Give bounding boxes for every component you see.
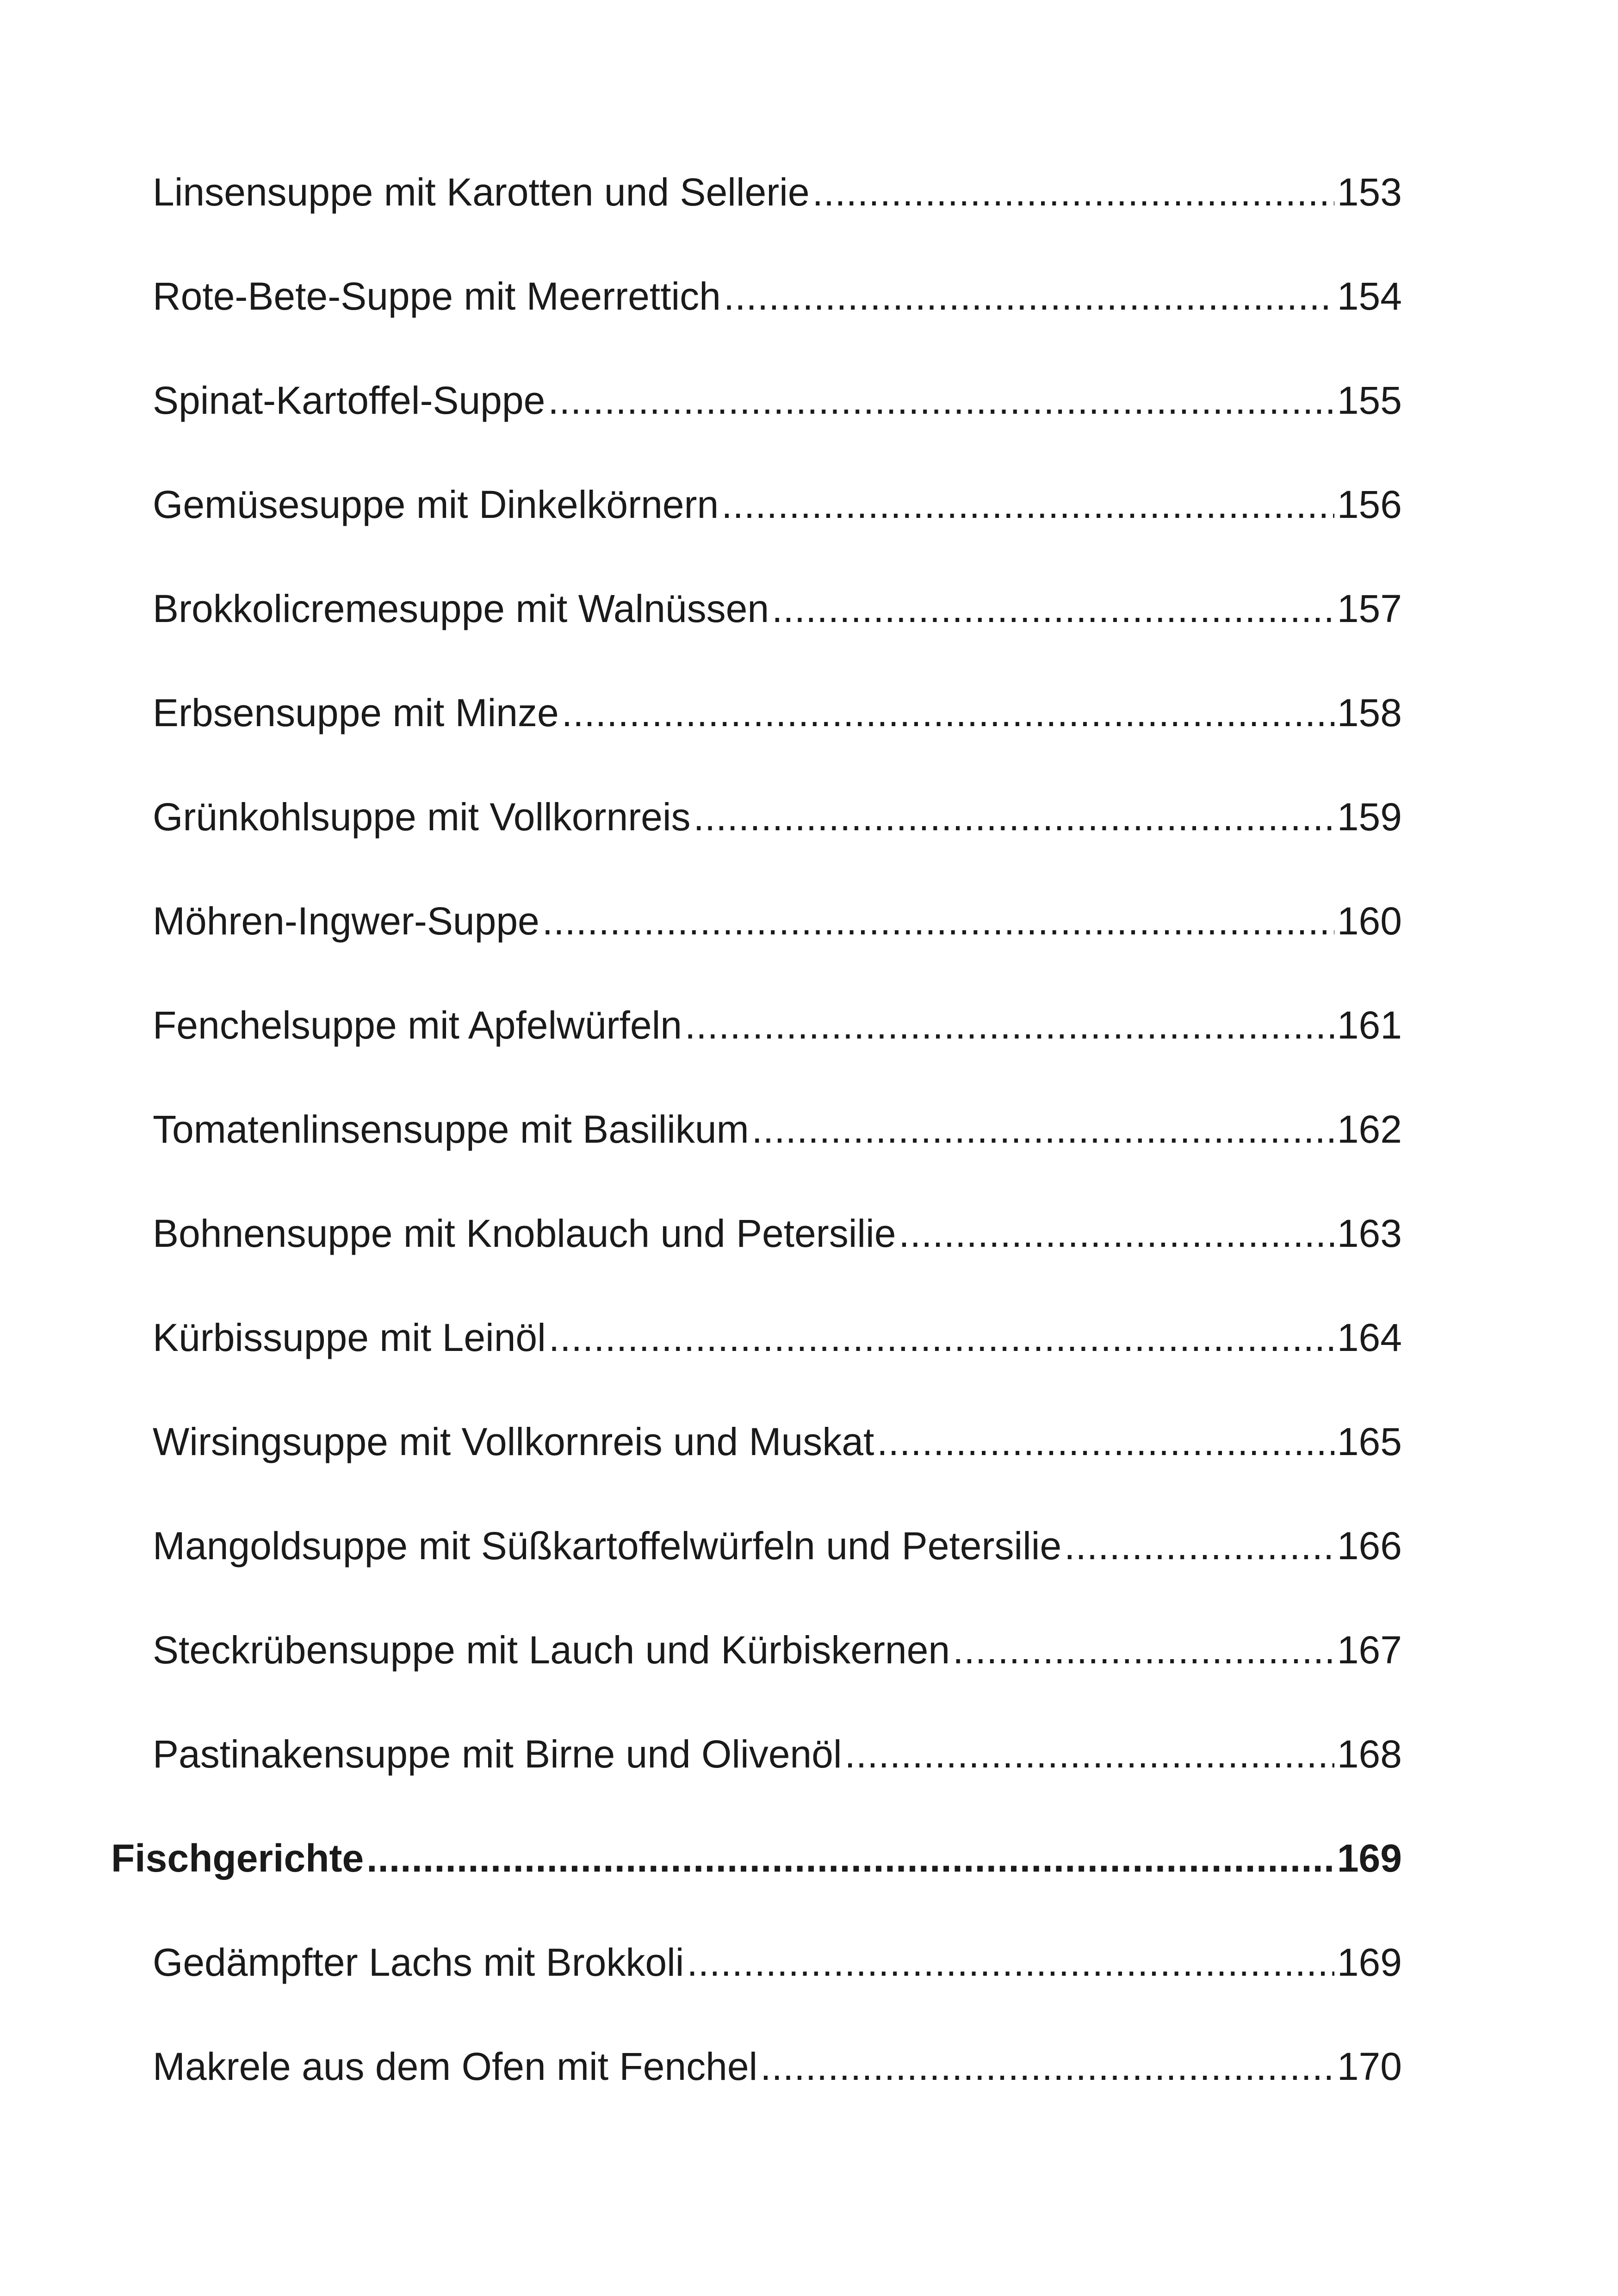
dot-leader [548, 373, 1334, 428]
toc-section-heading[interactable] [111, 1830, 1402, 1886]
dot-leader [1064, 1518, 1334, 1574]
toc-entry[interactable] [153, 1414, 1402, 1469]
toc-entry-page: 166 [1337, 1524, 1402, 1568]
toc-entry[interactable] [153, 373, 1402, 428]
dot-leader [752, 1101, 1334, 1157]
toc-entry[interactable] [153, 164, 1402, 220]
toc-entry-title: Tomatenlinsensuppe mit Basilikum [153, 1108, 749, 1151]
toc-entry-title: Makrele aus dem Ofen mit Fenchel [153, 2045, 758, 2088]
toc-entry-page: 168 [1337, 1732, 1402, 1776]
dot-leader [724, 268, 1334, 324]
toc-entry-page: 169 [1337, 1941, 1402, 1984]
dot-leader [877, 1414, 1334, 1469]
dot-leader [687, 1935, 1334, 1990]
toc-entry-title: Bohnensuppe mit Knoblauch und Petersilie [153, 1212, 896, 1255]
toc-entry-page: 162 [1337, 1108, 1402, 1151]
dot-leader [542, 893, 1334, 949]
toc-entry-title: Rote-Bete-Suppe mit Meerrettich [153, 274, 721, 318]
toc-entry-title: Steckrübensuppe mit Lauch und Kürbiskernen [153, 1628, 950, 1672]
toc-entry-title: Kürbissuppe mit Leinöl [153, 1316, 546, 1359]
toc-entry-title: Linsensuppe mit Karotten und Sellerie [153, 170, 810, 214]
dot-leader [685, 997, 1334, 1053]
dot-leader [760, 2039, 1334, 2094]
table-of-contents [111, 0, 1402, 2296]
toc-entry-title: Möhren-Ingwer-Suppe [153, 899, 539, 943]
toc-section-title: Fischgerichte [111, 1836, 364, 1880]
toc-entry-page: 154 [1337, 274, 1402, 318]
toc-entry-page: 153 [1337, 170, 1402, 214]
toc-entry-page: 161 [1337, 1003, 1402, 1047]
toc-entry-title: Fenchelsuppe mit Apfelwürfeln [153, 1003, 682, 1047]
toc-entry[interactable] [153, 685, 1402, 740]
toc-entry-page: 157 [1337, 587, 1402, 630]
toc-entry[interactable] [153, 1726, 1402, 1782]
dot-leader [953, 1622, 1334, 1678]
dot-leader [694, 789, 1334, 845]
toc-entry[interactable] [153, 997, 1402, 1053]
toc-entry[interactable] [153, 1310, 1402, 1365]
toc-entry-page: 165 [1337, 1420, 1402, 1463]
dot-leader [721, 477, 1334, 532]
toc-entry-page: 164 [1337, 1316, 1402, 1359]
toc-entry-title: Pastinakensuppe mit Birne und Olivenöl [153, 1732, 842, 1776]
toc-entry[interactable] [153, 1101, 1402, 1157]
toc-entry-page: 158 [1337, 691, 1402, 734]
toc-entry-page: 155 [1337, 379, 1402, 422]
dot-leader [899, 1206, 1334, 1261]
toc-entry[interactable] [153, 1935, 1402, 1990]
toc-entry[interactable] [153, 477, 1402, 532]
toc-entry[interactable] [153, 581, 1402, 636]
toc-entry[interactable] [153, 789, 1402, 845]
dot-leader [562, 685, 1334, 740]
dot-leader [772, 581, 1334, 636]
toc-entry-page: 159 [1337, 795, 1402, 839]
dot-leader [366, 1830, 1334, 1886]
toc-entry-title: Gedämpfter Lachs mit Brokkoli [153, 1941, 684, 1984]
toc-entry[interactable] [153, 1206, 1402, 1261]
toc-entry-page: 163 [1337, 1212, 1402, 1255]
toc-entry-title: Wirsingsuppe mit Vollkornreis und Muskat [153, 1420, 874, 1463]
dot-leader [845, 1726, 1334, 1782]
toc-entry[interactable] [153, 2039, 1402, 2094]
toc-entry[interactable] [153, 1518, 1402, 1574]
toc-entry-title: Brokkolicremesuppe mit Walnüssen [153, 587, 769, 630]
toc-entry[interactable] [153, 893, 1402, 949]
toc-entry-title: Spinat-Kartoffel-Suppe [153, 379, 546, 422]
toc-entry-title: Erbsensuppe mit Minze [153, 691, 559, 734]
toc-entry[interactable] [153, 268, 1402, 324]
toc-entry-title: Mangoldsuppe mit Süßkartoffelwürfeln und Petersilie [153, 1524, 1062, 1568]
toc-entry-page: 170 [1337, 2045, 1402, 2088]
toc-entry-title: Grünkohlsuppe mit Vollkornreis [153, 795, 691, 839]
toc-entry-page: 156 [1337, 483, 1402, 526]
toc-entry-page: 167 [1337, 1628, 1402, 1672]
dot-leader [549, 1310, 1334, 1365]
toc-entry[interactable] [153, 1622, 1402, 1678]
toc-entry-page: 160 [1337, 899, 1402, 943]
toc-entry-title: Gemüsesuppe mit Dinkelkörnern [153, 483, 719, 526]
toc-section-page: 169 [1337, 1836, 1402, 1880]
dot-leader [812, 164, 1334, 220]
